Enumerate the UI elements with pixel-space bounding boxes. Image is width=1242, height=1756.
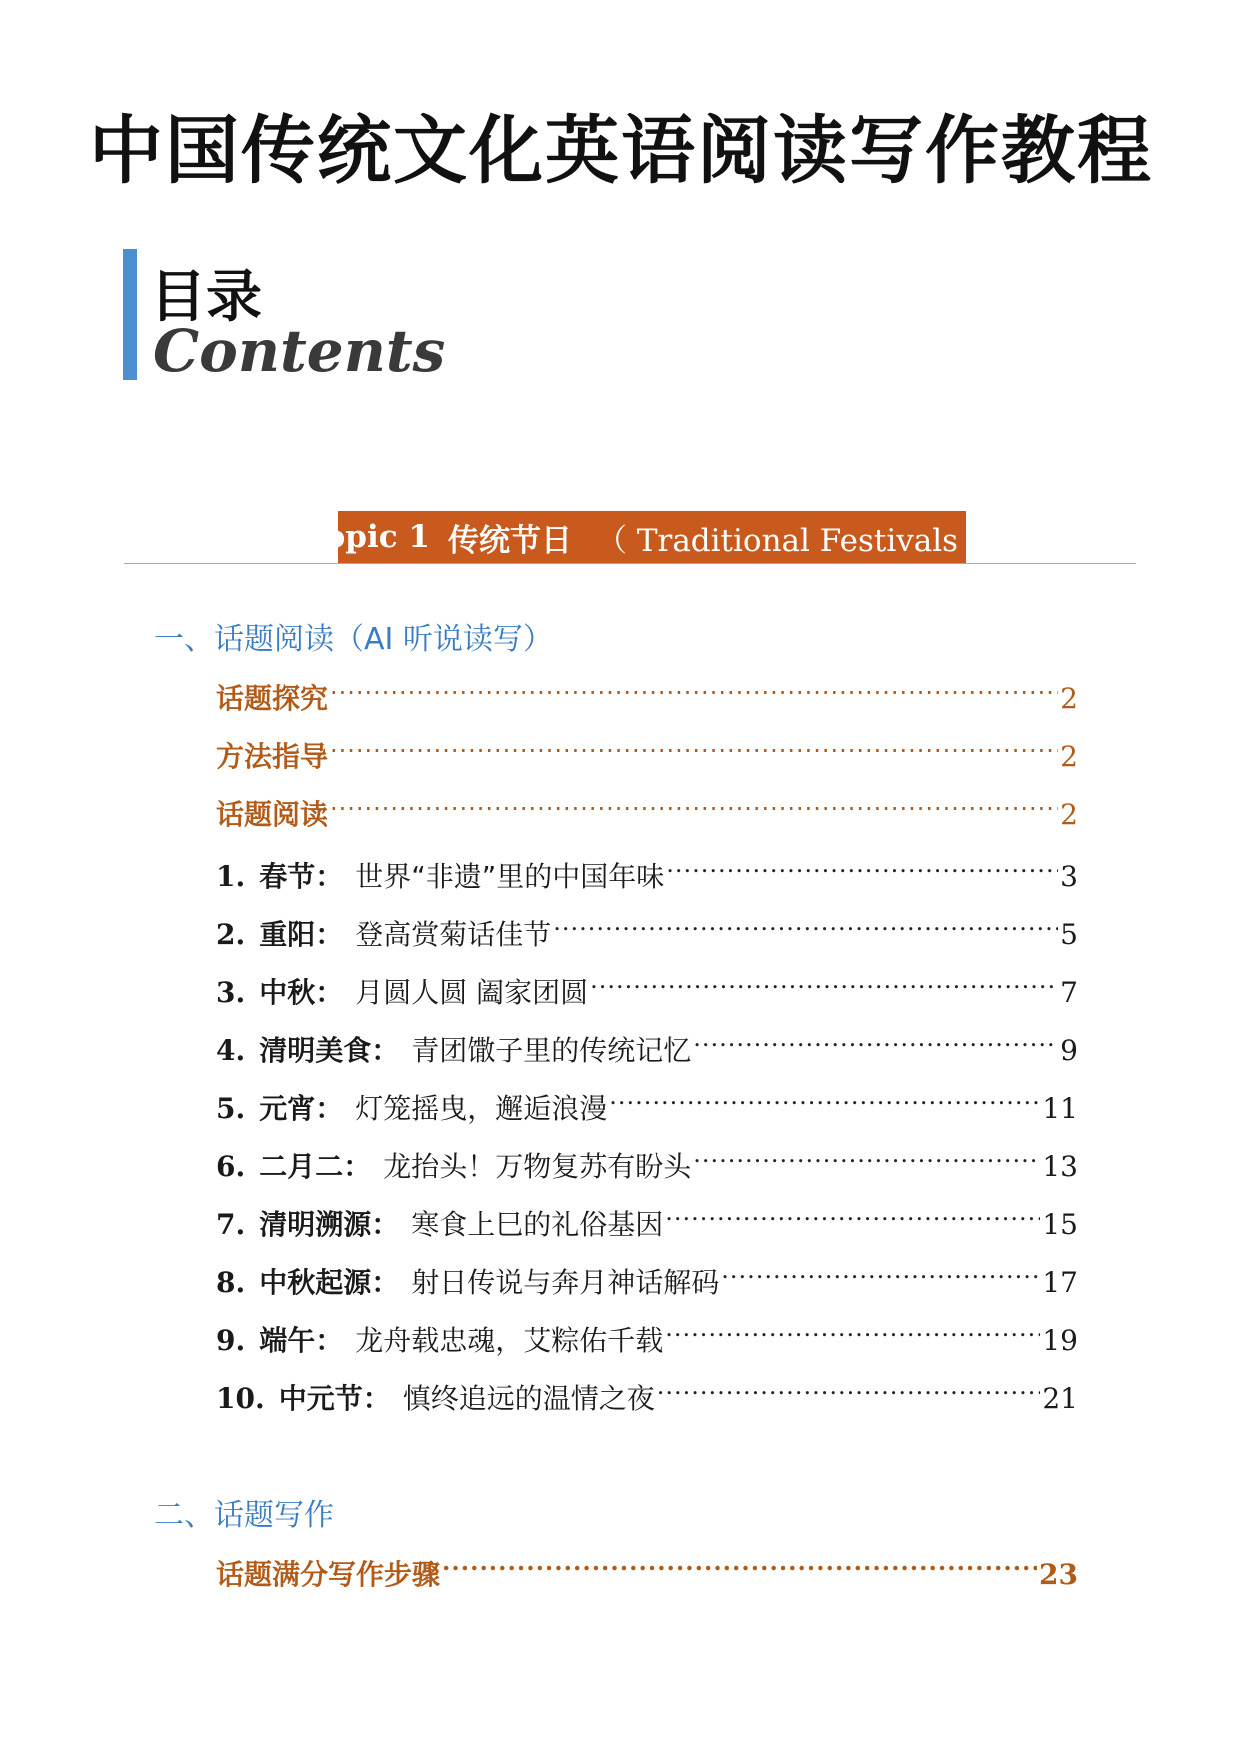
topic-title-en: （ Traditional Festivals ） — [595, 522, 999, 559]
toc-page-number: 15 — [1042, 1208, 1078, 1241]
topic-label: Topic 1 — [305, 519, 430, 555]
toc-item-number: 4. — [216, 1034, 246, 1067]
toc-item-subtitle: 慎终追远的温情之夜 — [402, 1382, 655, 1415]
toc-item[interactable] — [216, 962, 1078, 1009]
dot-leader — [590, 962, 1058, 1002]
toc-item[interactable] — [216, 1194, 1078, 1241]
toc-item-heading: 重阳： — [259, 918, 344, 951]
toc-item-number: 5. — [216, 1092, 246, 1125]
toc-item[interactable] — [216, 1368, 1078, 1415]
toc-item-number: 2. — [216, 918, 246, 951]
toc-subsection[interactable] — [216, 784, 1078, 831]
toc-item-subtitle: 龙舟载忠魂，艾粽佑千载 — [355, 1324, 664, 1357]
toc-item-heading: 中元节： — [278, 1382, 391, 1415]
toc-item[interactable] — [216, 904, 1078, 951]
toc-subsection[interactable] — [216, 668, 1078, 715]
toc-item-subtitle: 登高赏菊话佳节 — [355, 918, 552, 951]
dot-leader — [657, 1368, 1041, 1408]
toc-item[interactable] — [216, 846, 1078, 893]
toc-item-subtitle: 寒食上巳的礼俗基因 — [411, 1208, 664, 1241]
toc-item-heading: 二月二： — [259, 1150, 372, 1183]
toc-item-subtitle: 月圆人圆 阖家团圆 — [355, 976, 589, 1009]
dot-leader — [330, 668, 1058, 708]
toc-item-heading: 清明美食： — [259, 1034, 400, 1067]
toc-page-number: 9 — [1060, 1034, 1078, 1067]
toc-item-number: 8. — [216, 1266, 246, 1299]
dot-leader — [330, 784, 1058, 824]
toc-item-subtitle: 射日传说与奔月神话解码 — [411, 1266, 720, 1299]
dot-leader — [330, 726, 1058, 766]
toc-item[interactable] — [216, 1136, 1078, 1183]
toc-page-number: 2 — [1060, 682, 1078, 715]
dot-leader — [721, 1252, 1040, 1292]
topic-banner — [305, 511, 999, 563]
toc-page-number: 5 — [1060, 918, 1078, 951]
toc-item-number: 3. — [216, 976, 246, 1009]
toc-subsection-label: 话题探究 — [216, 682, 329, 715]
contents-heading-cn: 目录 — [150, 265, 262, 330]
toc-item-heading: 中秋起源： — [259, 1266, 400, 1299]
toc-item-heading: 端午： — [259, 1324, 344, 1357]
toc-item[interactable] — [216, 1078, 1078, 1125]
document-title: 中国传统文化英语阅读写作教程 — [89, 108, 1153, 194]
toc-item-heading: 清明溯源： — [259, 1208, 400, 1241]
contents-accent-bar — [123, 249, 137, 380]
toc-item-subtitle: 灯笼摇曳，邂逅浪漫 — [355, 1092, 608, 1125]
toc-page-number: 11 — [1042, 1092, 1078, 1125]
dot-leader — [442, 1544, 1037, 1584]
toc-item-number: 1. — [216, 860, 246, 893]
toc-page-number: 23 — [1039, 1558, 1078, 1591]
toc-page-number: 3 — [1060, 860, 1078, 893]
dot-leader — [666, 846, 1058, 886]
toc-item-subtitle: 世界“非遗”里的中国年味 — [355, 860, 665, 893]
toc-subsection-label: 话题阅读 — [216, 798, 329, 831]
toc-writing-entry[interactable] — [216, 1544, 1078, 1591]
toc-item-number: 7. — [216, 1208, 246, 1241]
toc-page-number: 13 — [1042, 1150, 1078, 1183]
topic-title-cn: 传统节日 — [447, 522, 572, 559]
dot-leader — [609, 1078, 1040, 1118]
toc-subsection[interactable] — [216, 726, 1078, 773]
dot-leader — [665, 1194, 1040, 1234]
toc-subsection-label: 方法指导 — [216, 740, 329, 773]
toc-item[interactable] — [216, 1310, 1078, 1357]
dot-leader — [693, 1136, 1040, 1176]
dot-leader — [693, 1020, 1058, 1060]
toc-item[interactable] — [216, 1020, 1078, 1067]
toc-item-number: 10. — [216, 1382, 265, 1415]
section-heading-reading: 一、话题阅读（AI 听说读写） — [154, 622, 553, 657]
toc-item-subtitle: 青团馓子里的传统记忆 — [411, 1034, 692, 1067]
toc-item-subtitle: 龙抬头！万物复苏有盼头 — [383, 1150, 692, 1183]
toc-item-heading: 中秋： — [259, 976, 344, 1009]
toc-item-number: 9. — [216, 1324, 246, 1357]
contents-heading-en: Contents — [153, 317, 446, 385]
toc-item-heading: 春节： — [259, 860, 344, 893]
toc-item[interactable] — [216, 1252, 1078, 1299]
toc-page-number: 2 — [1060, 740, 1078, 773]
topic-divider — [124, 563, 1136, 564]
toc-page-number: 17 — [1042, 1266, 1078, 1299]
dot-leader — [665, 1310, 1040, 1350]
toc-page-number: 7 — [1060, 976, 1078, 1009]
toc-page-number: 2 — [1060, 798, 1078, 831]
toc-item-heading: 元宵： — [259, 1092, 344, 1125]
toc-page-number: 19 — [1042, 1324, 1078, 1357]
toc-item-number: 6. — [216, 1150, 246, 1183]
section-heading-writing: 二、话题写作 — [154, 1498, 334, 1533]
toc-writing-label: 话题满分写作步骤 — [216, 1558, 441, 1591]
dot-leader — [553, 904, 1058, 944]
toc-page-number: 21 — [1042, 1382, 1078, 1415]
